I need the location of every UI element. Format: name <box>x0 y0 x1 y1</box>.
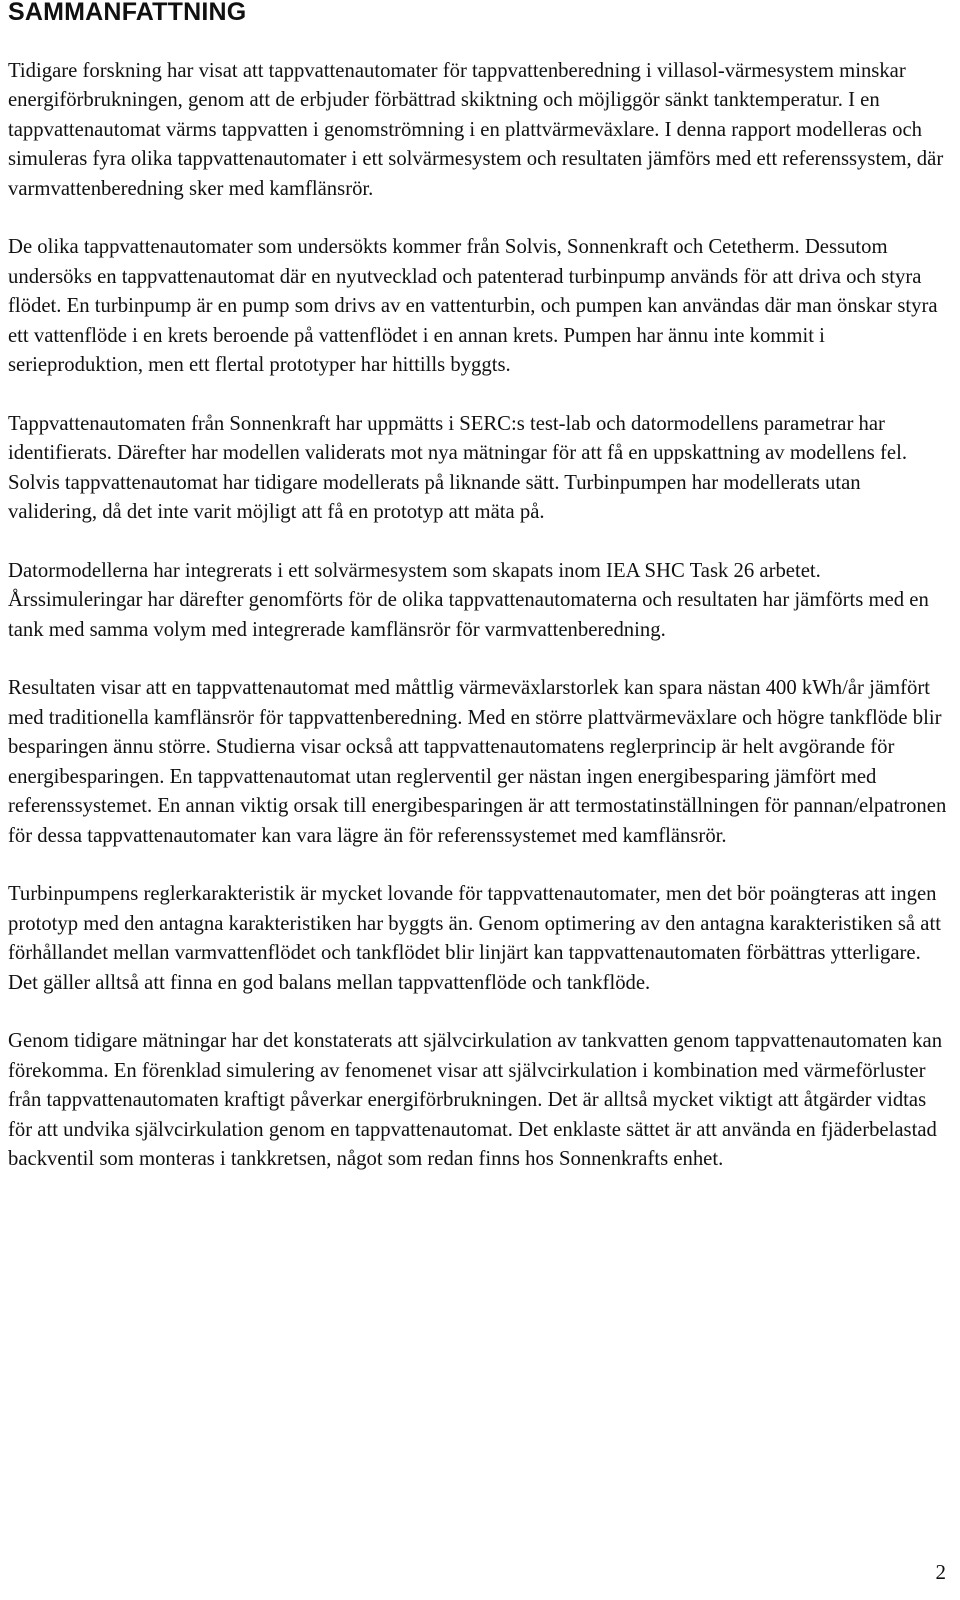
page-title: SAMMANFATTNING <box>8 0 247 26</box>
paragraph-2: De olika tappvattenautomater som undersökts kommer från Solvis, Sonnenkraft och Cetetherm. Dessutom undersöks en tappvattenautomat där en nyutvecklad och patenterad turbinpump används för att driva och styra flödet. En turbinpump är en pump som drivs av en vattenturbin, och pumpen kan användas där man önskar styra ett vattenflöde i en krets beroende på vattenflödet i en annan krets. Pumpen har ännu inte kommit i serieproduktion, men ett flertal prototyper har hittills byggts. <box>8 236 938 377</box>
paragraph-3: Tappvattenautomaten från Sonnenkraft har uppmätts i SERC:s test-lab och datormodellens parametrar har identifierats. Därefter har modellen validerats mot nya mätningar för att få en uppskattning av modellens fel. Solvis tappvattenautomat har tidigare modellerats på liknande sätt. Turbinpumpen har modellerats utan validering, då det inte varit möjligt att få en prototyp att mäta på. <box>8 412 908 524</box>
summary-body <box>8 57 952 1204</box>
paragraph-6: Turbinpumpens reglerkarakteristik är mycket lovande för tappvattenautomater, men det bör poängteras att ingen prototyp med den antagna karakteristiken har byggts än. Genom optimering av den antagna karakteristiken så att förhållandet mellan varmvattenflödet och tankflödet blir linjärt kan tappvattenautomaten förbättras ytterligare. Det gäller alltså att finna en god balans mellan tappvattenflöde och tankflöde. <box>8 883 941 994</box>
paragraph-1: Tidigare forskning har visat att tappvattenautomater för tappvattenberedning i villasol-värmesystem minskar energiförbrukningen, genom att de erbjuder förbättrad skiktning och möjliggör sänkt tanktemperatur. I en tappvattenautomat värms tappvatten i genomströmning i en plattvärmeväxlare. I denna rapport modelleras och simuleras fyra olika tappvattenautomater i ett solvärmesystem och resultaten jämförs med ett referenssystem, där varmvattenberedning sker med kamflänsrör. <box>8 60 944 200</box>
paragraph-7: Genom tidigare mätningar har det konstaterats att självcirkulation av tankvatten genom tappvattenautomaten kan förekomma. En förenklad simulering av fenomenet visar att självcirkulation i kombination med värmeförluster från tappvattenautomaten kraftigt påverkar energiförbrukningen. Det är alltså mycket viktigt att åtgärder vidtas för att undvika självcirkulation genom en tappvattenautomat. Det enklaste sättet är att använda en fjäderbelastad backventil som monteras i tankkretsen, något som redan finns hos Sonnenkrafts enhet. <box>8 1030 943 1170</box>
page-number: 2 <box>935 1560 946 1584</box>
paragraph-5: Resultaten visar att en tappvattenautomat med måttlig värmeväxlarstorlek kan spara nästan 400 kWh/år jämfört med traditionella kamflänsrör för tappvattenberedning. Med en större plattvärmeväxlare och högre tankflöde blir besparingen ännu större. Studierna visar också att tappvattenautomatens reglerprincip är helt avgörande för energibesparingen. En tappvattenautomat utan reglerventil ger nästan ingen energibesparing jämfört med referenssystemet. En annan viktig orsak till energibesparingen är att termostatinställningen för pannan/elpatronen för dessa tappvattenautomater kan vara lägre än för referenssystemet med kamflänsrör. <box>8 677 947 847</box>
paragraph-4: Datormodellerna har integrerats i ett solvärmesystem som skapats inom IEA SHC Task 26 arbetet. Årssimuleringar har därefter genomförts för de olika tappvattenautomaterna och resultaten har jämförts med en tank med samma volym med integrerade kamflänsrör för varmvattenberedning. <box>8 559 929 641</box>
